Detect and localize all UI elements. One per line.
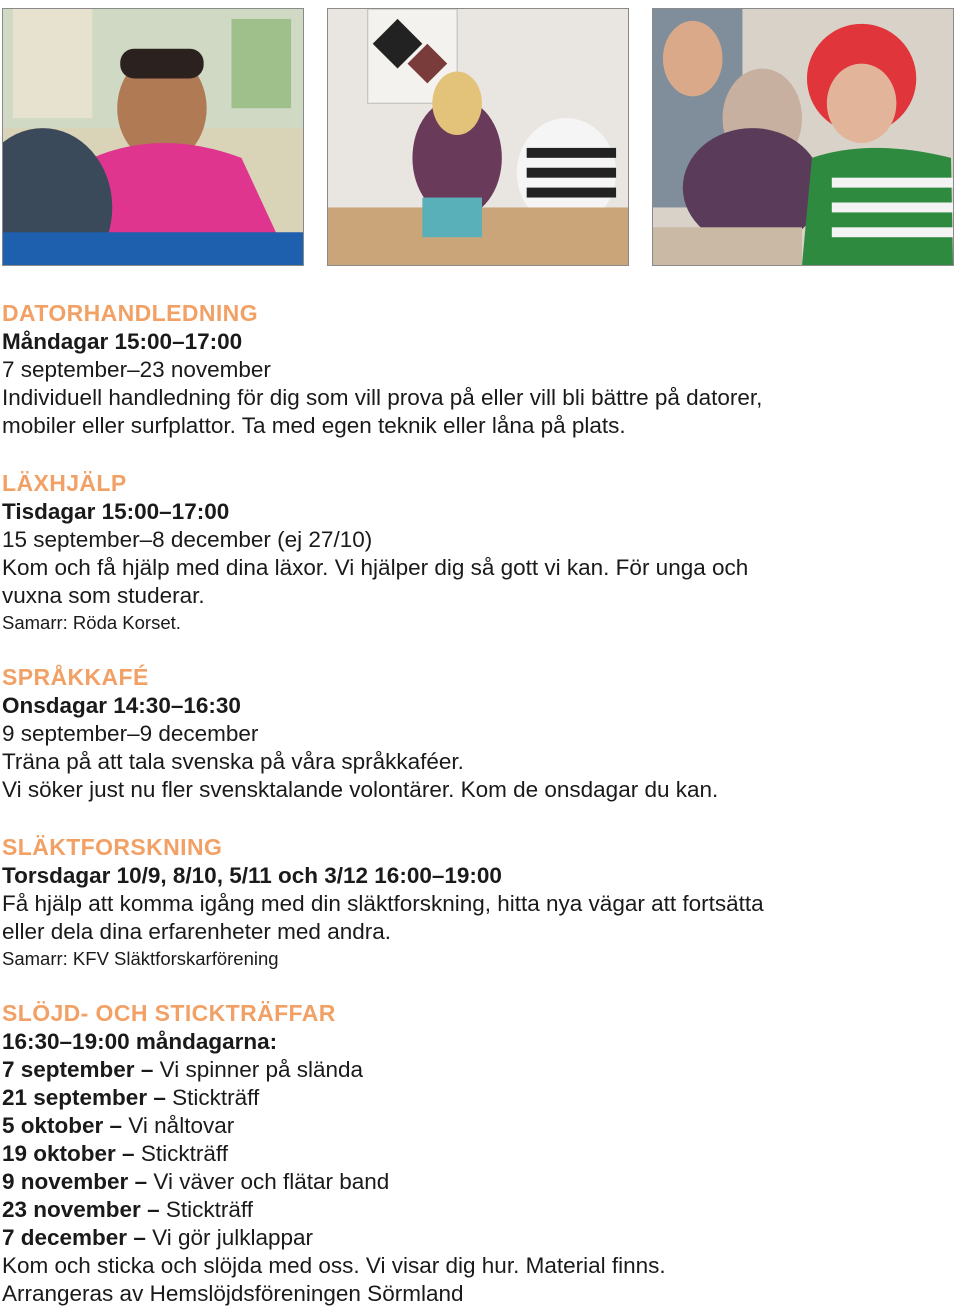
schedule-item	[2, 1084, 952, 1112]
section-description: Kom och få hjälp med dina läxor. Vi hjälper dig så gott vi kan. För unga och	[2, 555, 749, 580]
section-description: Kom och sticka och slöjda med oss. Vi visar dig hur. Material finns.	[2, 1253, 666, 1278]
photo-women-with-phone	[652, 8, 954, 266]
section-datorhandledning	[2, 298, 952, 440]
schedule-item-text: Stickträff	[140, 1141, 228, 1166]
section-time: Torsdagar 10/9, 8/10, 5/11 och 3/12 16:00–19:00	[2, 863, 502, 888]
section-time: Onsdagar 14:30–16:30	[2, 693, 241, 718]
schedule-item-text: Vi väver och flätar band	[153, 1169, 390, 1194]
section-description: Träna på att tala svenska på våra språkkaféer.	[2, 749, 464, 774]
schedule-item-separator: –	[140, 1197, 166, 1222]
schedule-item-date: 7 december	[2, 1225, 128, 1250]
schedule-item	[2, 1140, 952, 1168]
schedule-item-separator: –	[115, 1141, 141, 1166]
section-partner: Samarr: Röda Korset.	[2, 612, 181, 633]
schedule-item-separator: –	[103, 1113, 129, 1138]
photo-strip	[2, 8, 958, 266]
section-dates: 15 september–8 december (ej 27/10)	[2, 527, 373, 552]
section-time: 16:30–19:00 måndagarna:	[2, 1029, 278, 1054]
section-dates: 7 september–23 november	[2, 357, 271, 382]
schedule-item	[2, 1056, 952, 1084]
section-description: mobiler eller surfplattor. Ta med egen teknik eller låna på plats.	[2, 413, 626, 438]
section-title: LÄXHJÄLP	[2, 470, 127, 496]
section-time: Tisdagar 15:00–17:00	[2, 499, 230, 524]
section-partner: Samarr: KFV Släktforskarförening	[2, 948, 279, 969]
schedule-item-separator: –	[127, 1225, 153, 1250]
schedule-item-date: 5 oktober	[2, 1113, 104, 1138]
schedule-list	[2, 1056, 952, 1252]
schedule-item-separator: –	[147, 1085, 173, 1110]
schedule-item-text: Vi gör julklappar	[152, 1225, 314, 1250]
section-slaktforskning	[2, 832, 952, 972]
section-description: vuxna som studerar.	[2, 583, 205, 608]
section-laxhjalp	[2, 468, 952, 636]
schedule-item	[2, 1224, 952, 1252]
section-description: Vi söker just nu fler svensktalande volontärer. Kom de onsdagar du kan.	[2, 777, 719, 802]
section-dates: 9 september–9 december	[2, 721, 259, 746]
section-description: eller dela dina erfarenheter med andra.	[2, 919, 391, 944]
schedule-item	[2, 1196, 952, 1224]
schedule-item-date: 7 september	[2, 1057, 135, 1082]
schedule-item-date: 23 november	[2, 1197, 141, 1222]
schedule-item	[2, 1168, 952, 1196]
photo-man-pink-sweater	[2, 8, 304, 266]
schedule-item-separator: –	[134, 1057, 160, 1082]
section-title: DATORHANDLEDNING	[2, 300, 258, 326]
section-sprakkafe	[2, 662, 952, 804]
schedule-item-text: Vi spinner på slända	[159, 1057, 364, 1082]
schedule-item-text: Vi nåltovar	[128, 1113, 235, 1138]
schedule-item-separator: –	[128, 1169, 154, 1194]
schedule-item-date: 21 september	[2, 1085, 148, 1110]
activities-list	[2, 298, 952, 1308]
section-title: SLÄKTFORSKNING	[2, 834, 223, 860]
schedule-item-date: 9 november	[2, 1169, 129, 1194]
schedule-item-text: Stickträff	[172, 1085, 260, 1110]
section-title: SLÖJD- OCH STICKTRÄFFAR	[2, 1000, 336, 1026]
section-title: SPRÅKKAFÉ	[2, 664, 149, 690]
section-description: Arrangeras av Hemslöjdsföreningen Sörmland	[2, 1281, 464, 1306]
schedule-item-text: Stickträff	[165, 1197, 253, 1222]
schedule-item	[2, 1112, 952, 1140]
section-slojd	[2, 998, 952, 1308]
section-description: Individuell handledning för dig som vill prova på eller vill bli bättre på datorer,	[2, 385, 763, 410]
section-description: Få hjälp att komma igång med din släktforskning, hitta nya vägar att fortsätta	[2, 891, 764, 916]
schedule-item-date: 19 oktober	[2, 1141, 116, 1166]
section-time: Måndagar 15:00–17:00	[2, 329, 243, 354]
photo-group-at-table	[327, 8, 629, 266]
